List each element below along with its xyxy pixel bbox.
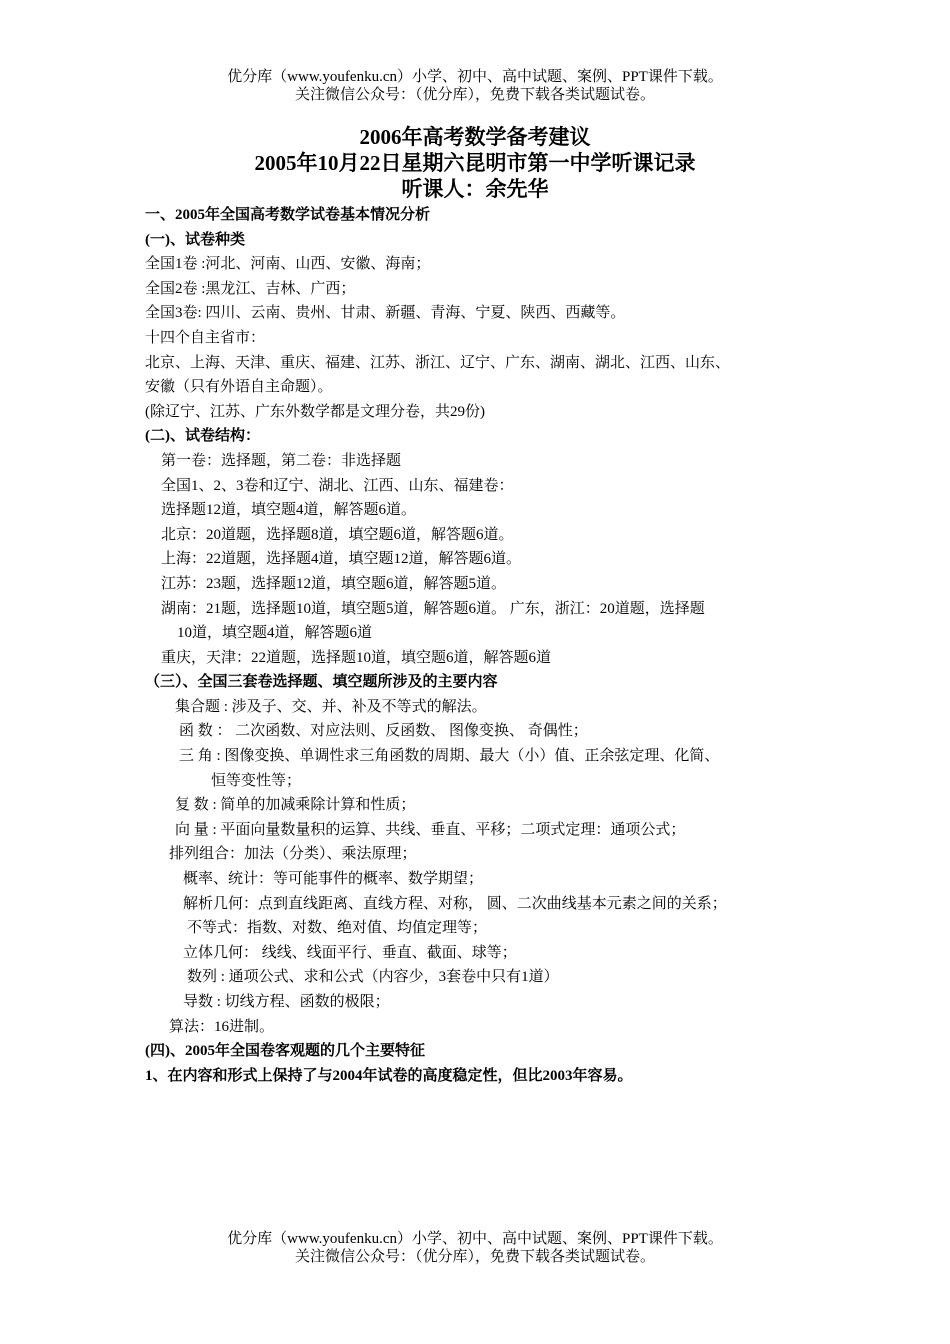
body-line: 第一卷：选择题，第二卷：非选择题 — [161, 452, 402, 469]
header-line-1: 优分库（www.youfenku.cn）小学、初中、高中试题、案例、PPT课件下载。 — [227, 69, 723, 85]
body-line: 复 数 : 简单的加减乘除计算和性质； — [175, 797, 416, 814]
body-line: 全国1、2、3卷和辽宁、湖北、江西、山东、福建卷： — [161, 477, 514, 494]
document-body — [145, 203, 815, 1088]
title-line-2: 2005年10月22日星期六昆明市第一中学听课记录 — [254, 151, 696, 175]
section-heading: (二)、试卷结构： — [145, 428, 260, 445]
body-line: 全国1卷 :河北、河南、山西、安徽、海南； — [145, 256, 431, 273]
body-line: (除辽宁、江苏、广东外数学都是文理分卷，共29份) — [145, 403, 485, 420]
body-line: 立体几何： 线线、线面平行、垂直、截面、球等； — [183, 944, 517, 961]
body-line: 十四个自主省市： — [145, 329, 266, 346]
body-line: 恒等变性等； — [211, 772, 302, 789]
body-line: 集合题 : 涉及子、交、并、补及不等式的解法。 — [175, 698, 487, 715]
body-line: 全国2卷 :黑龙江、吉林、广西； — [145, 280, 356, 297]
body-line: 数列 : 通项公式、求和公式（内容少，3套卷中只有1道） — [187, 969, 559, 986]
section-heading: (一)、试卷种类 — [145, 231, 245, 248]
body-line: 选择题12道，填空题4道，解答题6道。 — [161, 502, 417, 519]
body-line: 全国3卷: 四川、云南、贵州、甘肃、新疆、青海、宁夏、陕西、西藏等。 — [145, 305, 626, 322]
page-header — [0, 68, 950, 104]
body-line: 湖南：21题，选择题10道，填空题5道，解答题6道。 广东，浙江：20道题，选择题 — [161, 600, 705, 617]
section-heading: 1、在内容和形式上保持了与2004年试卷的高度稳定性，但比2003年容易。 — [145, 1067, 633, 1084]
footer-line-2: 关注微信公众号：（优分库），免费下载各类试题试卷。 — [294, 1249, 655, 1265]
body-line: 北京、上海、天津、重庆、福建、江苏、浙江、辽宁、广东、湖南、湖北、江西、山东、 — [145, 354, 731, 371]
body-line: 重庆，天津：22道题，选择题10道，填空题6道，解答题6道 — [161, 649, 552, 666]
body-line: 10道，填空题4道，解答题6道 — [177, 625, 373, 642]
body-line: 上海：22道题，选择题4道，填空题12道，解答题6道。 — [161, 551, 522, 568]
body-line: 不等式：指数、对数、绝对值、均值定理等； — [187, 920, 488, 937]
body-line: 向 量 : 平面向量数量积的运算、共线、垂直、平移；二项式定理：通项公式； — [175, 821, 686, 838]
body-line: 安徽（只有外语自主命题）。 — [145, 379, 333, 396]
body-line: 三 角 : 图像变换、单调性求三角函数的周期、最大（小）值、正余弦定理、化简、 — [179, 748, 720, 765]
page-footer — [0, 1230, 950, 1266]
header-line-2: 关注微信公众号：（优分库），免费下载各类试题试卷。 — [294, 87, 655, 103]
body-line: 算法：16进制。 — [169, 1018, 275, 1035]
body-line: 江苏：23题，选择题12道，填空题6道，解答题5道。 — [161, 575, 507, 592]
footer-line-1: 优分库（www.youfenku.cn）小学、初中、高中试题、案例、PPT课件下载。 — [227, 1231, 723, 1247]
body-line: 导数 : 切线方程、函数的极限； — [183, 994, 390, 1010]
body-line: 北京：20道题，选择题8道，填空题6道，解答题6道。 — [161, 526, 514, 543]
title-line-1: 2006年高考数学备考建议 — [359, 125, 591, 149]
section-heading: （三）、全国三套卷选择题、填空题所涉及的主要内容 — [145, 674, 498, 691]
body-line: 概率、统计：等可能事件的概率、数学期望； — [183, 871, 484, 888]
section-heading: (四)、2005年全国卷客观题的几个主要特征 — [145, 1043, 425, 1060]
body-line: 排列组合：加法（分类）、乘法原理； — [169, 846, 417, 863]
document-title — [0, 124, 950, 202]
title-line-3: 听课人：余先华 — [401, 177, 549, 201]
body-line: 解析几何：点到直线距离、直线方程、对称， 圆、二次曲线基本元素之间的关系； — [183, 895, 727, 912]
section-heading: 一、2005年全国高考数学试卷基本情况分析 — [145, 207, 431, 223]
body-line: 函 数 ： 二次函数、对应法则、反函数、 图像变换、 奇偶性； — [179, 723, 588, 740]
